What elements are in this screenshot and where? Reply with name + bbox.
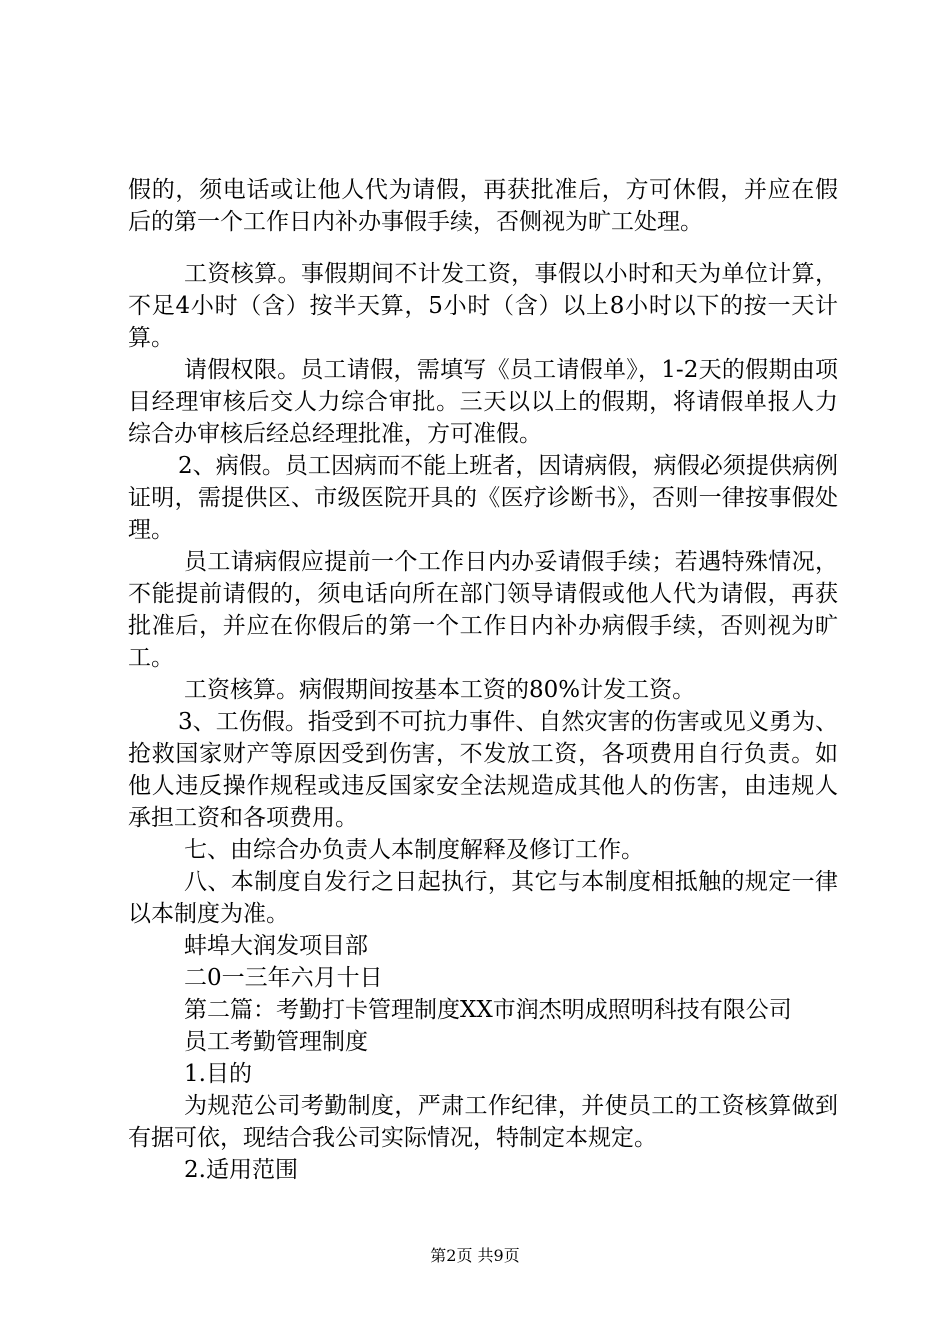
- paragraph-continuation: 假的，须电话或让他人代为请假，再获批准后，方可休假，并应在假后的第一个工作日内补办事假手续，否侧视为旷工处理。: [128, 177, 838, 235]
- paragraph-date: 二0一三年六月十日: [184, 965, 383, 991]
- paragraph-effective: 八、本制度自发行之日起执行，其它与本制度相抵触的规定一律以本制度为准。: [128, 869, 838, 927]
- paragraph-interpretation: 七、由综合办负责人本制度解释及修订工作。: [184, 837, 644, 863]
- paragraph-salary-calc: 工资核算。事假期间不计发工资，事假以小时和天为单位计算，不足4小时（含）按半天算，5小时（含）以上8小时以下的按一天计算。: [128, 261, 838, 351]
- paragraph-sick-leave: 2、病假。员工因病而不能上班者，因请病假，病假必须提供病例证明，需提供区、市级医院开具的《医疗诊断书》，否则一律按事假处理。: [128, 453, 838, 543]
- subheading-scope: 2.适用范围: [184, 1157, 298, 1183]
- page-footer: 第2页 共9页: [430, 1246, 520, 1265]
- section-heading-attendance: 员工考勤管理制度: [184, 1029, 368, 1055]
- paragraph-injury-leave: 3、工伤假。指受到不可抗力事件、自然灾害的伤害或见义勇为、抢救国家财产等原因受到伤害，不发放工资，各项费用自行负责。如他人违反操作规程或违反国家安全法规造成其他人的伤害，由违规人承担工资和各项费用。: [128, 709, 838, 831]
- section-heading-part-two: 第二篇：考勤打卡管理制度XX市润杰明成照明科技有限公司: [184, 997, 792, 1023]
- paragraph-department: 蚌埠大润发项目部: [184, 933, 368, 959]
- paragraph-sick-leave-procedure: 员工请病假应提前一个工作日内办妥请假手续；若遇特殊情况，不能提前请假的，须电话向所在部门领导请假或他人代为请假，再获批准后，并应在你假后的第一个工作日内补办病假手续，否则视为旷工。: [128, 549, 838, 671]
- subheading-purpose: 1.目的: [184, 1061, 252, 1087]
- paragraph-sick-salary: 工资核算。病假期间按基本工资的80%计发工资。: [184, 677, 696, 703]
- paragraph-leave-authority: 请假权限。员工请假，需填写《员工请假单》，1-2天的假期由项目经理审核后交人力综合审批。三天以以上的假期，将请假单报人力综合办审核后经总经理批准，方可准假。: [128, 357, 838, 447]
- paragraph-purpose: 为规范公司考勤制度，严肃工作纪律，并使员工的工资核算做到有据可依，现结合我公司实际情况，特制定本规定。: [128, 1093, 838, 1151]
- document-body: [128, 174, 838, 1186]
